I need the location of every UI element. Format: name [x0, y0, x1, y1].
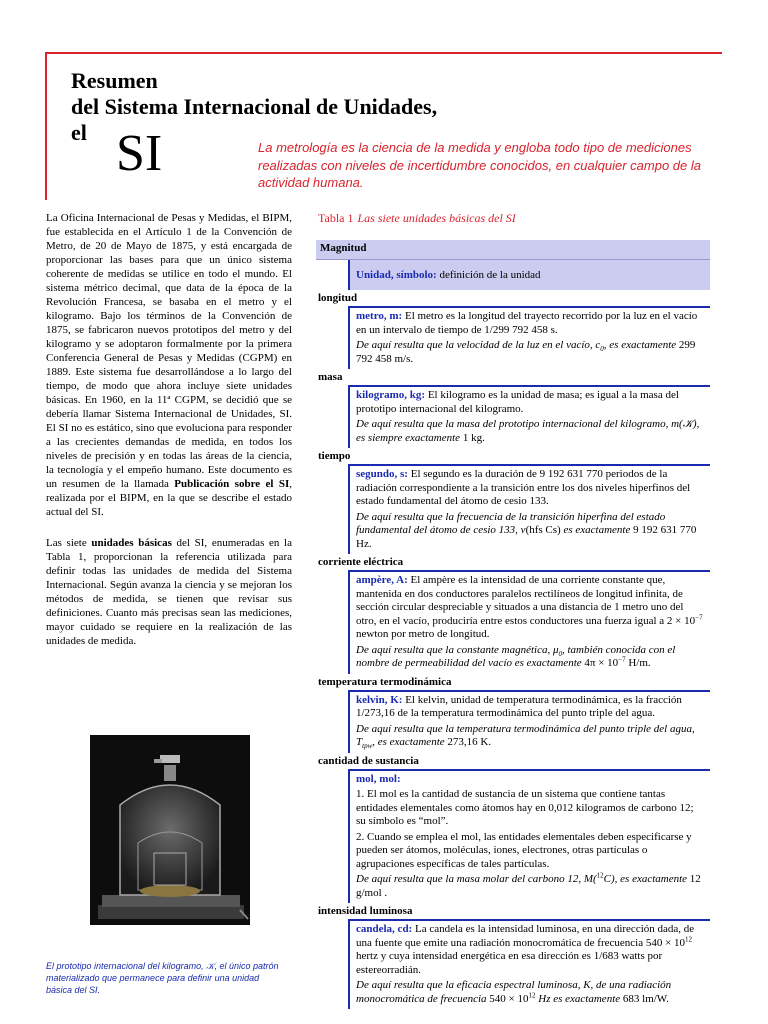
quantity-length: longitud — [318, 292, 358, 304]
unit-entry-metre: metro, m: El metro es la longitud del trayecto recorrido por la luz en el vacío en un intervalo de tiempo de 1/299 792 458 s. De aquí resulta que la velocidad de la luz en el vacío, $c_0$, es exactamente 299 792 458 m/s. — [348, 306, 710, 369]
body-left-column — [46, 211, 292, 665]
table-header-unit: Unidad, símbolo: definición de la unidad — [348, 260, 710, 290]
quantity-mass: masa — [318, 371, 343, 383]
unit-entry-mole: mol, mol: 1. El mol es la cantidad de sustancia de un sistema que contiene tantas entidades elementales como átomos hay en 0,012 kilogramos de carbono 12; su símbolo es “mol”. 2. Cuando se emplea el mol, las entidades elementales deben especificarse y pueden ser átomos, moléculas, iones, electrones, otras partículas o agrupaciones específicas de tales partículas. De aquí resulta que la masa molar del carbono 12, M($^{12}$C), es exactamente 12 g/mol . — [348, 769, 710, 904]
title-line-3: el — [71, 120, 87, 145]
si-units-table — [316, 240, 710, 1009]
quantity-current: corriente eléctrica — [318, 556, 404, 568]
unit-entry-ampere: ampère, A: El ampère es la intensidad de una corriente constante que, mantenida en dos conductores paralelos rectilíneos de longitud infinita, de sección circular despreciable y situados a una distancia de 1 metro uno del otro, en el vacío, produciría entre estos conductores una fuerza igual a $2 \times 10^{-7}$ newton por metro de longitud. De aquí resulta que la constante magnética, $\mu_0$, también conocida con el nombre de permeabilidad del vacío es exactamente $4\pi \times 10^{-7}$ H/m. — [348, 570, 710, 674]
si-logo-text: SI — [116, 125, 163, 182]
title-line-2: del Sistema Internacional de Unidades, — [71, 94, 438, 119]
kilogram-prototype-photo — [90, 735, 250, 925]
title-line-1: Resumen — [71, 68, 158, 93]
unit-entry-second: segundo, s: El segundo es la duración de 9 192 631 770 periodos de la radiación correspondiente a la transición entre los dos niveles hiperfinos del estado fundamental del átomo de cesio 133. De aquí resulta que la frecuencia de la transición hiperfina del estado fundamental del átomo de cesio 133, ν(hfs Cs) es exactamente 9 192 631 770 Hz. — [348, 464, 710, 554]
intro-text: La metrología es la ciencia de la medida y engloba todo tipo de mediciones realizadas con niveles de incertidumbre conocidos, en cualquier campo de la actividad humana. — [258, 140, 701, 190]
header-side-rule — [45, 52, 47, 200]
paragraph-1: La Oficina Internacional de Pesas y Medidas, el BIPM, fue establecida en el Artículo 1 de la Convención de Metro, de 20 de Mayo de 1875, y está encargada de proporcionar las bases para que un único sistema coherente de medidas se utilice en todo el mundo. El sistema métrico decimal, que data de la época de la Revolución Francesa, se basaba en el metro y el kilogramo. Bajo los términos de la Convención de 1875, se fabricaron nuevos prototipos del metro y del kilogramo y se adoptaron formalmente por la primera Conferencia General de Pesas y Medidas (CGPM) en 1889. Este sistema fue desarrollándose a lo largo del tiempo, de modo que ahora incluye siete unidades básicas. En 1960, en la 11ª CGPM, se decidió que se debería llamar Sistema Internacional de Unidades, SI. El SI no es estático, sino que evoluciona para responder a las crecientes demandas de medida, en todos los niveles de precisión y en todas las áreas de la ciencia, la tecnología y el empeño humano. Este documento es un resumen de la llamada Publicación sobre el SI, realizada por el BIPM, en la que se describe el estado actual del SI. — [46, 212, 292, 518]
paragraph-2: Las siete unidades básicas del SI, enumeradas en la Tabla 1, proporcionan la referencia utilizada para definir todas las unidades de medida del Sistema Internacional. Según avanza la ciencia y se mejoran los métodos de medida, se tienen que revisar sus definiciones. Cuanto más precisas sean las mediciones, mayor cuidado se requiere en la realización de las unidades de medida. — [46, 537, 292, 647]
quantity-luminous: intensidad luminosa — [318, 905, 413, 917]
unit-entry-kilogram: kilogramo, kg: El kilogramo es la unidad de masa; es igual a la masa del prototipo internacional del kilogramo. De aquí resulta que la masa del prototipo internacional del kilogramo, m(𝒦), es siempre exactamente 1 kg. — [348, 385, 710, 448]
photo-caption: El prototipo internacional del kilogramo, 𝒦, el único patrón materializado que permanece para definir una unidad básica del SI. — [46, 961, 279, 995]
unit-entry-kelvin: kelvin, K: El kelvin, unidad de temperatura termodinámica, es la fracción 1/273,16 de la temperatura termodinámica del punto triple del agua. De aquí resulta que la temperatura termodinámica del punto triple del agua, $T_{tpw}$, es exactamente 273,16 K. — [348, 690, 710, 753]
unit-entry-candela: candela, cd: La candela es la intensidad luminosa, en una dirección dada, de una fuente que emite una radiación monocromática de frecuencia $540 \times 10^{12}$ hertz y cuya intensidad energética en esa dirección es 1/683 watts por estereorradián. De aquí resulta que la eficacia espectral luminosa, K, de una radiación monocromática de frecuencia $540 \times 10^{12}$ Hz es exactamente 683 lm/W. — [348, 919, 710, 1009]
table-caption: Tabla 1 Las siete unidades básicas del SI — [318, 211, 516, 225]
quantity-time: tiempo — [318, 450, 351, 462]
quantity-amount: cantidad de sustancia — [318, 754, 419, 767]
kilogram-prototype-icon — [90, 735, 250, 925]
quantity-temperature: temperatura termodinámica — [318, 675, 452, 688]
header-rule — [46, 52, 722, 54]
table-header-magnitud: Magnitud — [316, 240, 710, 260]
